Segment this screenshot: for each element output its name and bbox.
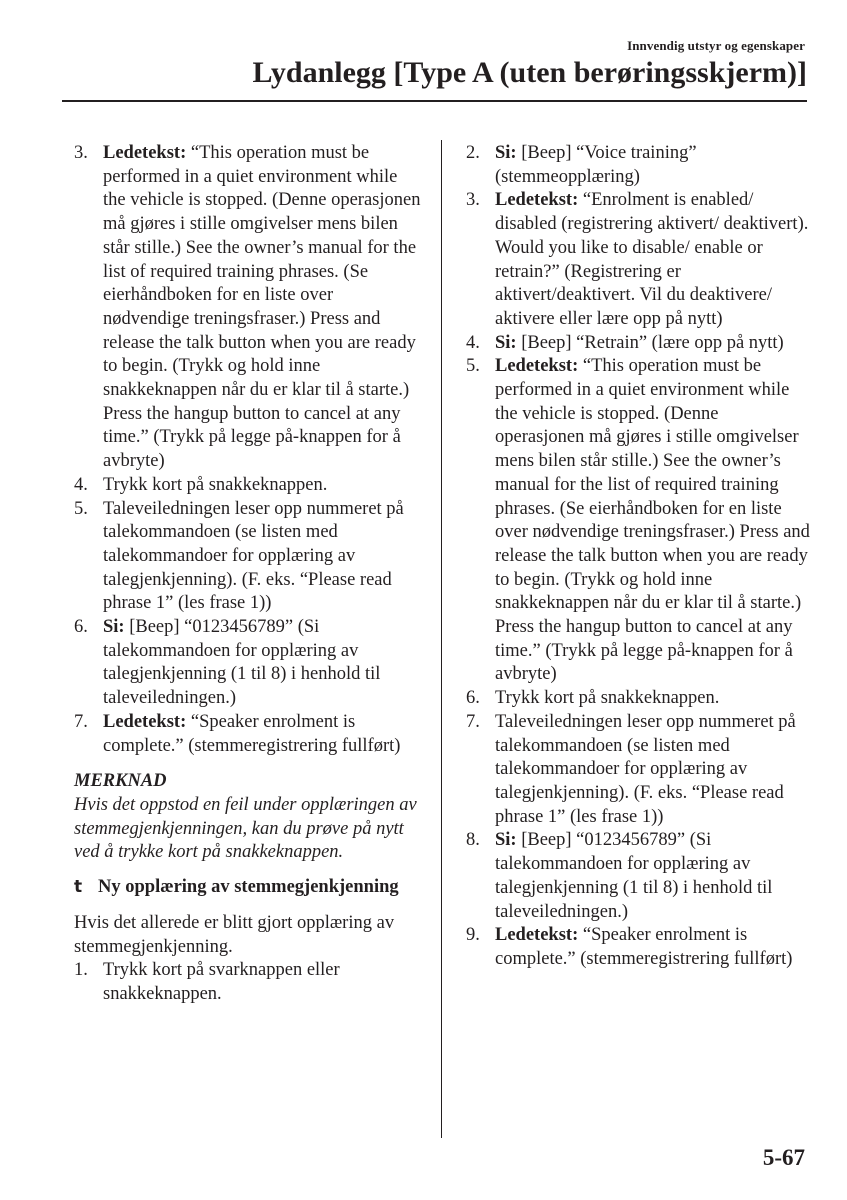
list-item-text: [Beep] “0123456789” (Si talekommandoen for opplæring av talegjenkjenning (1 til 8) i henhold til taleveiledningen.) xyxy=(103,617,381,709)
list-item-text: [Beep] “Voice training” (stemmeopplæring) xyxy=(495,143,697,187)
list-item-label: Si: xyxy=(103,617,125,638)
list-item-label: Ledetekst: xyxy=(495,190,579,211)
list-item-text: Trykk kort på snakkeknappen. xyxy=(103,474,328,495)
list-item-body xyxy=(495,355,811,687)
list-item-body xyxy=(103,498,424,617)
list-item-number: 5. xyxy=(74,498,88,519)
list-item-number: 7. xyxy=(74,711,88,732)
list-item xyxy=(74,616,424,711)
list-item-number: 9. xyxy=(466,925,480,946)
list-item-number: 2. xyxy=(466,143,480,163)
left-step-list xyxy=(74,142,424,758)
list-item-number: 4. xyxy=(466,332,480,353)
list-item-body xyxy=(103,959,424,1006)
list-item-label: Ledetekst: xyxy=(103,143,187,163)
list-item-number: 1. xyxy=(74,960,88,981)
list-item-label: Si: xyxy=(495,830,517,851)
left-column xyxy=(74,142,424,1007)
list-item xyxy=(466,332,811,356)
list-item-body xyxy=(495,189,811,331)
list-item-number: 5. xyxy=(466,356,480,377)
list-item xyxy=(466,924,811,971)
list-item-label: Ledetekst: xyxy=(495,925,579,946)
note-text: Hvis det oppstod en feil under opplæringen av stemmegjenkjenningen, kan du prøve på nytt ved å trykke kort på snakkeknappen. xyxy=(74,794,417,863)
list-item-text: [Beep] “0123456789” (Si talekommandoen for opplæring av talegjenkjenning (1 til 8) i henhold til taleveiledningen.) xyxy=(495,830,773,922)
list-item-body xyxy=(495,711,811,830)
header-divider xyxy=(62,100,807,102)
column-divider xyxy=(441,140,442,1138)
list-item xyxy=(74,498,424,617)
list-item-text: “Enrolment is enabled/ disabled (registrering aktivert/ deaktivert). Would you like to disable/ enable or retrain?” (Registrering er aktivert/deaktivert. Vil du deaktivere/ aktivere eller lære opp på nytt) xyxy=(495,190,809,329)
list-item-text: Taleveiledningen leser opp nummeret på talekommandoen (se listen med talekommandoer for opplæring av talegjenkjenning). (F. eks. “Please read phrase 1” (les frase 1)) xyxy=(495,711,796,827)
list-item-text: “Speaker enrolment is complete.” (stemmeregistrering fullført) xyxy=(103,711,401,756)
list-item-label: Ledetekst: xyxy=(103,711,187,732)
page-number: 5-67 xyxy=(762,1145,805,1170)
list-item xyxy=(466,711,811,830)
list-item-text: [Beep] “Retrain” (lære opp på nytt) xyxy=(516,332,784,353)
list-item-number: 7. xyxy=(466,711,480,732)
list-item-body xyxy=(103,711,424,758)
right-column xyxy=(466,142,811,972)
list-item-text: “This operation must be performed in a quiet environment while the vehicle is stopped. (Denne operasjonen må gjøres i stille omgivelser mens bilen står stille.) See the owner’s manual for the list of required training phrases. (Se eierhåndboken for en liste over nødvendige treningsfraser.) Press and release the talk button when you are ready to begin. (Trykk og hold inne snakkeknappen når du er klar til å starte.) Press the hangup button to cancel at any time.” (Trykk på legge på-knappen for å avbryte) xyxy=(103,143,421,472)
page-title: Lydanlegg [Type A (uten berøringsskjerm)] xyxy=(252,56,807,89)
list-item-body xyxy=(495,332,811,356)
list-item xyxy=(466,142,811,189)
list-item-number: 6. xyxy=(466,688,480,709)
list-item-number: 8. xyxy=(466,830,480,851)
list-item-text: Taleveiledningen leser opp nummeret på talekommandoen (se listen med talekommandoer for opplæring av talegjenkjenning). (F. eks. “Please read phrase 1” (les frase 1)) xyxy=(103,498,404,614)
list-item-label: Ledetekst: xyxy=(495,356,579,377)
list-item xyxy=(466,687,811,711)
list-item-number: 6. xyxy=(74,617,88,638)
subsection-heading xyxy=(74,876,424,900)
list-item-text: “Speaker enrolment is complete.” (stemmeregistrering fullført) xyxy=(495,925,793,969)
list-item-body xyxy=(103,142,424,474)
left-step-list-2 xyxy=(74,959,424,1006)
list-item-body xyxy=(103,474,424,498)
list-item-body xyxy=(103,616,424,711)
subsection-heading-text: Ny opplæring av stemmegjenkjenning xyxy=(98,877,399,898)
list-item-number: 3. xyxy=(466,190,480,211)
list-item xyxy=(74,711,424,758)
list-item xyxy=(74,142,424,474)
list-item xyxy=(466,355,811,687)
intro-paragraph: Hvis det allerede er blitt gjort opplæring av stemmegjenkjenning. xyxy=(74,912,395,957)
right-step-list xyxy=(466,142,811,972)
list-item xyxy=(74,474,424,498)
list-item-text: Trykk kort på svarknappen eller snakkeknappen. xyxy=(103,960,340,1004)
list-item xyxy=(466,189,811,331)
list-item-body xyxy=(495,687,811,711)
list-item xyxy=(74,959,424,1006)
section-header: Innvendig utstyr og egenskaper xyxy=(627,38,805,53)
list-item-number: 3. xyxy=(74,143,88,163)
list-item-body xyxy=(495,142,811,189)
list-item-label: Si: xyxy=(495,143,517,163)
list-item-number: 4. xyxy=(74,474,88,495)
list-item-body xyxy=(495,924,811,971)
list-item-text: “This operation must be performed in a quiet environment while the vehicle is stopped. (Denne operasjonen må gjøres i stille omgivelser mens bilen står stille.) See the owner’s manual for the list of required training phrases. (Se eierhåndboken for en liste over nødvendige treningsfraser.) Press and release the talk button when you are ready to begin. (Trykk og hold inne snakkeknappen når du er klar til å starte.) Press the hangup button to cancel at any time.” (Trykk på legge på-knappen for å avbryte) xyxy=(495,356,810,685)
list-item-text: Trykk kort på snakkeknappen. xyxy=(495,688,720,709)
list-item xyxy=(466,829,811,924)
note-title: MERKNAD xyxy=(74,771,167,792)
subsection-bullet-icon: t xyxy=(74,877,83,898)
list-item-body xyxy=(495,829,811,924)
list-item-label: Si: xyxy=(495,332,517,353)
